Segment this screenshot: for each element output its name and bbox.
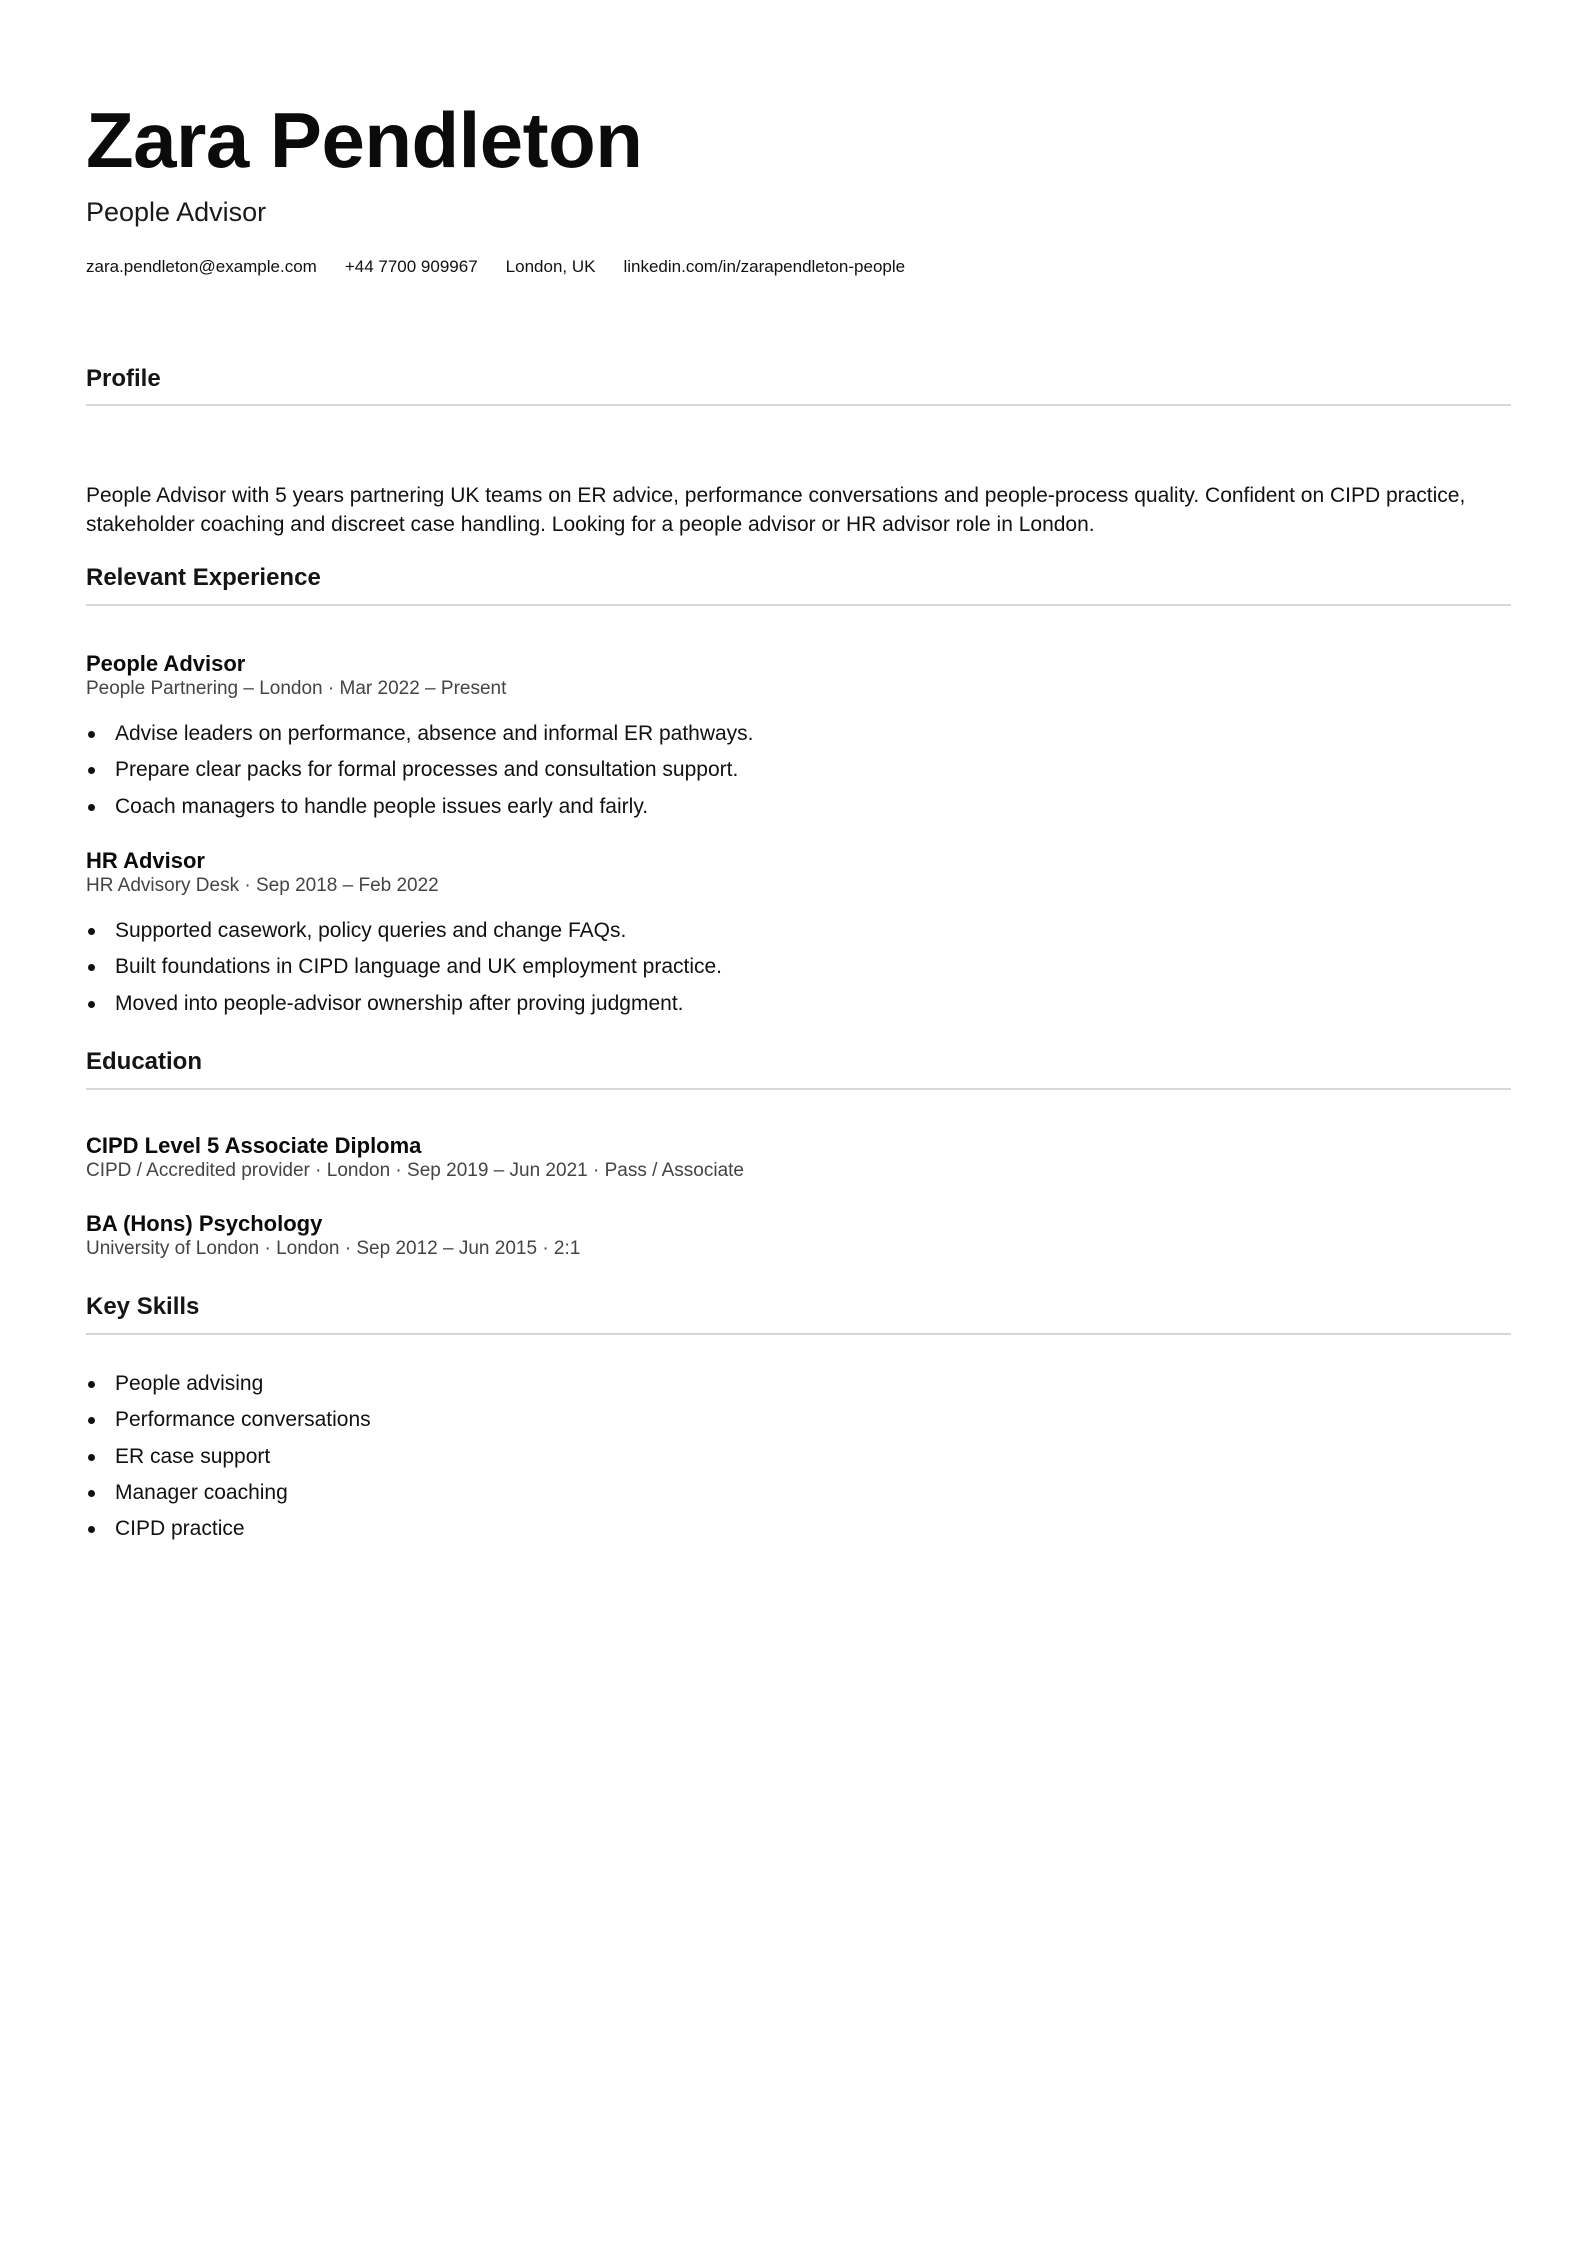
job-meta: People Partnering – London · Mar 2022 – Present (86, 678, 507, 699)
skill-text: CIPD practice (115, 1517, 245, 1541)
list-item (86, 986, 722, 1022)
section-divider (86, 1088, 1511, 1090)
section-title-skills: Key Skills (86, 1293, 200, 1320)
section-divider (86, 1333, 1511, 1335)
candidate-name: Zara Pendleton (86, 96, 643, 184)
bullet-icon (88, 1490, 95, 1497)
candidate-role: People Advisor (86, 197, 267, 227)
skills-list (86, 1366, 371, 1547)
bullet-text: Moved into people-advisor ownership after proving judgment. (115, 991, 684, 1015)
list-item (86, 789, 754, 825)
list-item (86, 1511, 371, 1547)
job-title: HR Advisor (86, 848, 205, 873)
job-meta: HR Advisory Desk · Sep 2018 – Feb 2022 (86, 875, 439, 896)
education-meta: CIPD / Accredited provider · London · Sep 2019 – Jun 2021 · Pass / Associate (86, 1160, 744, 1181)
education-meta: University of London · London · Sep 2012 – Jun 2015 · 2:1 (86, 1238, 581, 1259)
list-item (86, 1439, 371, 1475)
bullet-icon (88, 1454, 95, 1461)
bullet-icon (88, 767, 95, 774)
list-item (86, 716, 754, 752)
bullet-icon (88, 1417, 95, 1424)
contact-email[interactable]: zara.pendleton@example.com (86, 257, 317, 276)
list-item (86, 1402, 371, 1438)
contact-linkedin[interactable]: linkedin.com/in/zarapendleton-people (623, 257, 906, 276)
list-item (86, 913, 722, 949)
education-title: CIPD Level 5 Associate Diploma (86, 1133, 422, 1158)
job-title: People Advisor (86, 651, 246, 676)
list-item (86, 1475, 371, 1511)
bullet-icon (88, 1001, 95, 1008)
profile-summary: People Advisor with 5 years partnering UK teams on ER advice, performance conversations and people-process quality. Confident on CIPD practice, stakeholder coaching and discreet case handling. Looking for a people advisor or HR advisor role in London. (86, 484, 1466, 536)
bullet-text: Supported casework, policy queries and change FAQs. (115, 919, 627, 942)
section-title-education: Education (86, 1048, 203, 1075)
contact-location: London, UK (505, 257, 596, 276)
bullet-icon (88, 804, 95, 811)
list-item (86, 752, 754, 788)
bullet-icon (88, 928, 95, 935)
bullet-icon (88, 731, 95, 738)
section-divider (86, 404, 1511, 406)
job-bullets (86, 716, 754, 825)
contact-line (86, 256, 933, 278)
job-bullets (86, 913, 722, 1022)
skill-text: People advising (115, 1372, 264, 1395)
bullet-text: Built foundations in CIPD language and UK employment practice. (115, 955, 723, 979)
bullet-icon (88, 1526, 95, 1533)
bullet-icon (88, 1381, 95, 1388)
skill-text: Manager coaching (115, 1480, 288, 1504)
section-title-profile: Profile (86, 365, 161, 392)
section-divider (86, 604, 1511, 606)
list-item (86, 1366, 371, 1402)
skill-text: Performance conversations (115, 1408, 371, 1432)
contact-phone[interactable]: +44 7700 909967 (344, 257, 478, 276)
bullet-text: Prepare clear packs for formal processes and consultation support. (115, 758, 739, 782)
section-title-experience: Relevant Experience (86, 564, 321, 591)
skill-text: ER case support (115, 1444, 271, 1468)
list-item (86, 949, 722, 985)
education-title: BA (Hons) Psychology (86, 1211, 323, 1236)
bullet-text: Advise leaders on performance, absence and informal ER pathways. (115, 722, 754, 745)
bullet-text: Coach managers to handle people issues early and fairly. (115, 794, 649, 818)
bullet-icon (88, 964, 95, 971)
